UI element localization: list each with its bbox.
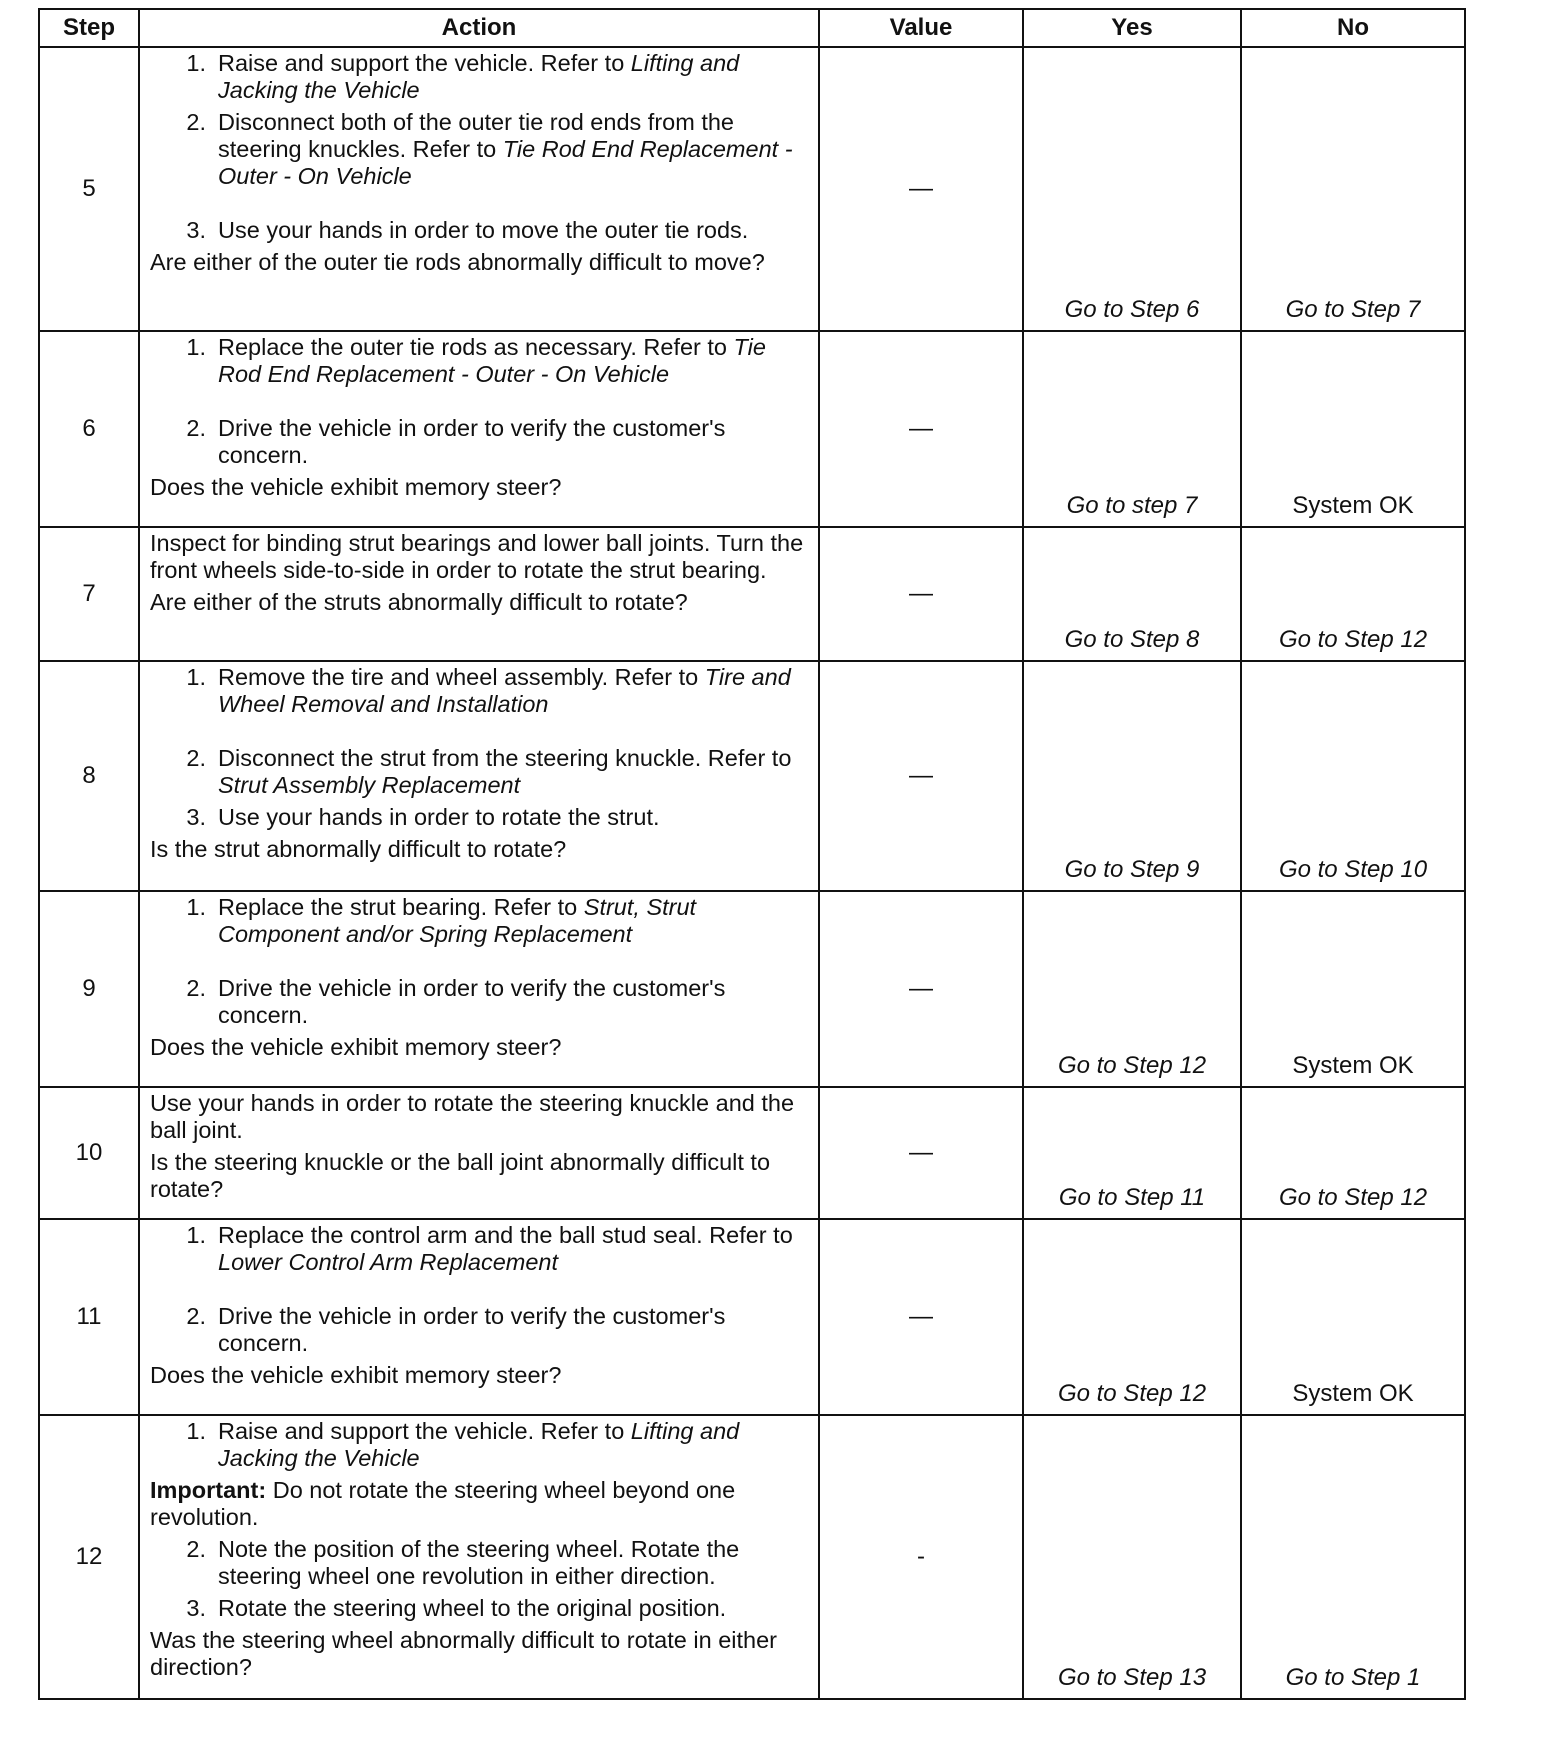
no-result: System OK	[1241, 891, 1465, 1087]
action-paragraph	[150, 1362, 812, 1389]
list-number: 3.	[186, 217, 206, 243]
table-row	[39, 527, 1465, 661]
text-run: Use your hands in order to move the outer tie rods.	[218, 217, 749, 243]
list-text	[218, 664, 812, 718]
step-number: 7	[39, 527, 139, 661]
text-run: Note the position of the steering wheel. Rotate the steering wheel one revolution in either direction.	[218, 1536, 740, 1589]
table-row	[39, 1415, 1465, 1699]
action-paragraph	[150, 1627, 812, 1681]
list-text	[218, 1418, 812, 1472]
list-text	[218, 975, 812, 1029]
spacer	[150, 953, 812, 975]
value-cell: —	[819, 891, 1023, 1087]
step-number: 5	[39, 47, 139, 331]
table-row	[39, 1219, 1465, 1415]
action-list-item	[150, 1595, 812, 1622]
action-list-item	[150, 109, 812, 190]
list-text	[218, 1536, 812, 1590]
reference-link-text: Lifting and Jacking the Vehicle	[218, 1418, 740, 1471]
reference-link-text: Lower Control Arm Replacement	[218, 1249, 559, 1275]
value-cell: —	[819, 331, 1023, 527]
text-run: Use your hands in order to rotate the steering knuckle and the ball joint.	[150, 1090, 795, 1143]
action-cell	[139, 527, 819, 661]
text-run: Are either of the struts abnormally difficult to rotate?	[150, 589, 688, 615]
list-number: 1.	[186, 334, 206, 360]
list-text	[218, 1222, 812, 1276]
text-run: Was the steering wheel abnormally difficult to rotate in either direction?	[150, 1627, 777, 1680]
action-list-item	[150, 894, 812, 948]
text-run: Raise and support the vehicle. Refer to	[218, 1418, 631, 1444]
list-text	[218, 1595, 726, 1622]
list-text	[218, 1303, 812, 1357]
yes-result: Go to Step 6	[1023, 47, 1241, 331]
no-result: Go to Step 12	[1241, 1087, 1465, 1219]
action-cell	[139, 331, 819, 527]
table-header-row	[39, 9, 1465, 47]
action-paragraph	[150, 249, 812, 276]
text-run: Disconnect both of the outer tie rod ends from the steering knuckles. Refer to	[218, 109, 734, 162]
list-number: 2.	[186, 415, 206, 441]
reference-link-text: Tie Rod End Replacement - Outer - On Vehicle	[218, 334, 766, 387]
header-yes: Yes	[1023, 9, 1241, 47]
action-cell	[139, 1415, 819, 1699]
action-paragraph	[150, 474, 812, 501]
table-row	[39, 891, 1465, 1087]
no-result: Go to Step 12	[1241, 527, 1465, 661]
text-run: Does the vehicle exhibit memory steer?	[150, 474, 562, 500]
action-paragraph	[150, 836, 812, 863]
list-number: 2.	[186, 109, 206, 135]
list-number: 1.	[186, 664, 206, 690]
header-value: Value	[819, 9, 1023, 47]
reference-link-text: Strut Assembly Replacement	[218, 772, 521, 798]
spacer	[150, 1281, 812, 1303]
text-run: Does the vehicle exhibit memory steer?	[150, 1034, 562, 1060]
no-result: System OK	[1241, 1219, 1465, 1415]
step-number: 10	[39, 1087, 139, 1219]
reference-link-text: Tie Rod End Replacement - Outer - On Vehicle	[218, 136, 793, 189]
value-cell: —	[819, 1087, 1023, 1219]
list-number: 1.	[186, 1222, 206, 1248]
list-text	[218, 334, 812, 388]
yes-result: Go to step 7	[1023, 331, 1241, 527]
table-row	[39, 1087, 1465, 1219]
no-result: Go to Step 1	[1241, 1415, 1465, 1699]
list-number: 2.	[186, 1536, 206, 1562]
action-paragraph	[150, 1034, 812, 1061]
step-number: 11	[39, 1219, 139, 1415]
text-run: Replace the control arm and the ball stud seal. Refer to	[218, 1222, 793, 1248]
value-cell: —	[819, 47, 1023, 331]
text-run: Disconnect the strut from the steering knuckle. Refer to	[218, 745, 792, 771]
text-run: Inspect for binding strut bearings and lower ball joints. Turn the front wheels side-to-side in order to rotate the strut bearing.	[150, 530, 804, 583]
action-paragraph	[150, 1477, 812, 1531]
table-row	[39, 661, 1465, 891]
action-list-item	[150, 217, 812, 244]
list-number: 2.	[186, 1303, 206, 1329]
text-run: Drive the vehicle in order to verify the customer's concern.	[218, 415, 726, 468]
text-run: Are either of the outer tie rods abnormally difficult to move?	[150, 249, 765, 275]
diagnostic-table	[38, 8, 1466, 1700]
list-number: 2.	[186, 745, 206, 771]
yes-result: Go to Step 12	[1023, 891, 1241, 1087]
value-cell: —	[819, 661, 1023, 891]
action-list-item	[150, 804, 812, 831]
list-number: 1.	[186, 1418, 206, 1444]
action-list-item	[150, 1222, 812, 1276]
yes-result: Go to Step 8	[1023, 527, 1241, 661]
header-action: Action	[139, 9, 819, 47]
action-cell	[139, 891, 819, 1087]
action-list-item	[150, 745, 812, 799]
header-step: Step	[39, 9, 139, 47]
text-run: Rotate the steering wheel to the original position.	[218, 1595, 727, 1621]
value-cell: —	[819, 527, 1023, 661]
list-number: 3.	[186, 804, 206, 830]
action-cell	[139, 1087, 819, 1219]
step-number: 12	[39, 1415, 139, 1699]
action-cell	[139, 1219, 819, 1415]
table-body	[39, 47, 1465, 1699]
header-no: No	[1241, 9, 1465, 47]
action-paragraph	[150, 1090, 812, 1144]
action-paragraph	[150, 589, 812, 616]
action-list-item	[150, 975, 812, 1029]
important-label: Important:	[150, 1477, 267, 1503]
action-list-item	[150, 1418, 812, 1472]
action-list-item	[150, 1303, 812, 1357]
text-run: Is the steering knuckle or the ball joint abnormally difficult to rotate?	[150, 1149, 771, 1202]
yes-result: Go to Step 13	[1023, 1415, 1241, 1699]
action-list-item	[150, 334, 812, 388]
action-cell	[139, 661, 819, 891]
action-cell	[139, 47, 819, 331]
list-number: 3.	[186, 1595, 206, 1621]
step-number: 9	[39, 891, 139, 1087]
text-run: Drive the vehicle in order to verify the customer's concern.	[218, 1303, 726, 1356]
list-text	[218, 745, 812, 799]
list-text	[218, 50, 812, 104]
spacer	[150, 195, 812, 217]
text-run: Remove the tire and wheel assembly. Refer to	[218, 664, 705, 690]
text-run: Replace the strut bearing. Refer to	[218, 894, 584, 920]
action-list-item	[150, 50, 812, 104]
text-run: Replace the outer tie rods as necessary. Refer to	[218, 334, 734, 360]
action-list-item	[150, 1536, 812, 1590]
no-result: Go to Step 7	[1241, 47, 1465, 331]
action-paragraph	[150, 1149, 812, 1203]
list-number: 1.	[186, 894, 206, 920]
value-cell: —	[819, 1219, 1023, 1415]
yes-result: Go to Step 12	[1023, 1219, 1241, 1415]
action-paragraph	[150, 530, 812, 584]
action-list-item	[150, 664, 812, 718]
action-list-item	[150, 415, 812, 469]
spacer	[150, 723, 812, 745]
value-cell: -	[819, 1415, 1023, 1699]
reference-link-text: Tire and Wheel Removal and Installation	[218, 664, 791, 717]
text-run: Raise and support the vehicle. Refer to	[218, 50, 631, 76]
reference-link-text: Strut, Strut Component and/or Spring Replacement	[218, 894, 697, 947]
text-run: Drive the vehicle in order to verify the customer's concern.	[218, 975, 726, 1028]
spacer	[150, 393, 812, 415]
no-result: Go to Step 10	[1241, 661, 1465, 891]
step-number: 6	[39, 331, 139, 527]
list-text	[218, 217, 748, 244]
list-text	[218, 804, 660, 831]
list-number: 2.	[186, 975, 206, 1001]
text-run: Is the strut abnormally difficult to rotate?	[150, 836, 567, 862]
list-text	[218, 109, 812, 190]
step-number: 8	[39, 661, 139, 891]
text-run: Use your hands in order to rotate the strut.	[218, 804, 660, 830]
no-result: System OK	[1241, 331, 1465, 527]
yes-result: Go to Step 11	[1023, 1087, 1241, 1219]
table-row	[39, 47, 1465, 331]
yes-result: Go to Step 9	[1023, 661, 1241, 891]
list-text	[218, 894, 812, 948]
text-run: Does the vehicle exhibit memory steer?	[150, 1362, 562, 1388]
text-run: Do not rotate the steering wheel beyond one revolution.	[150, 1477, 736, 1530]
reference-link-text: Lifting and Jacking the Vehicle	[218, 50, 740, 103]
list-text	[218, 415, 812, 469]
list-number: 1.	[186, 50, 206, 76]
table-row	[39, 331, 1465, 527]
